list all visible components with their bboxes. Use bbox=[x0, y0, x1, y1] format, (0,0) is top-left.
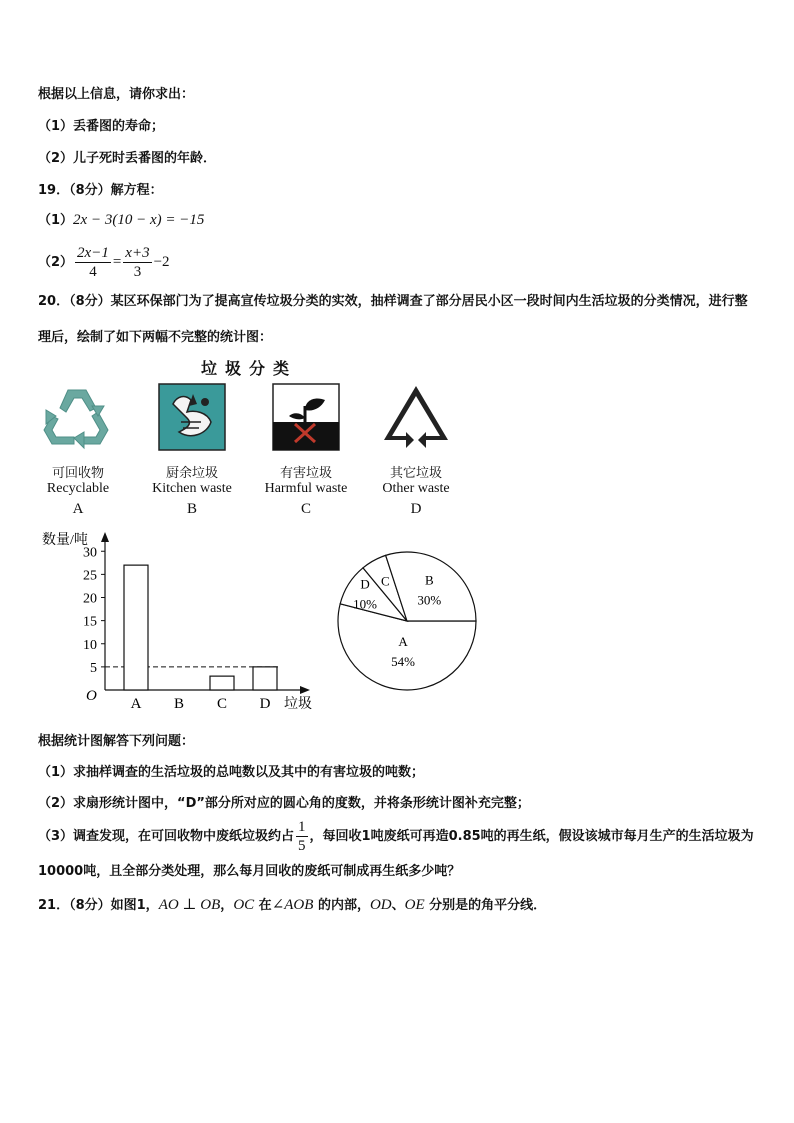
pie-value-b: 30% bbox=[417, 592, 442, 608]
category-d-en: Other waste bbox=[382, 481, 450, 496]
y-tick-label: 5 bbox=[90, 660, 97, 676]
y-tick-label: 25 bbox=[83, 568, 97, 584]
category-c-letter: C bbox=[300, 501, 311, 517]
category-b-letter: B bbox=[186, 501, 197, 517]
other-waste-icon bbox=[376, 382, 456, 452]
problem-19-part-2 bbox=[38, 244, 170, 281]
y-axis-label: 数量/吨 bbox=[42, 533, 88, 548]
bar-d bbox=[253, 667, 277, 690]
problem-21-statement bbox=[38, 894, 546, 914]
y-axis-arrow bbox=[101, 532, 109, 542]
fraction-right-denominator: 3 bbox=[133, 264, 142, 280]
problem-19-title: 19．（8分）解方程： bbox=[38, 183, 163, 198]
bar-chart bbox=[38, 524, 328, 716]
y-tick-label: 10 bbox=[83, 637, 97, 653]
figure-title: 垃圾分类 bbox=[200, 359, 297, 378]
problem-21-sep-1: ， bbox=[220, 898, 234, 913]
category-c bbox=[251, 382, 361, 518]
fraction-denominator: 5 bbox=[298, 838, 306, 854]
bar-c bbox=[210, 676, 234, 690]
harmful-waste-icon bbox=[271, 382, 341, 452]
answer-question-3-pre: （3）调查发现，在可回收物中废纸垃圾约占 bbox=[38, 829, 295, 844]
recycle-icon bbox=[38, 382, 118, 452]
math-oe: OE bbox=[404, 897, 425, 913]
x-axis-arrow bbox=[300, 686, 310, 694]
x-tick-label: B bbox=[173, 696, 185, 712]
kitchen-waste-icon bbox=[157, 382, 227, 452]
problem-20-statement: 20．（8分）某区环保部门为了提高宣传垃圾分类的实效，抽样调查了部分居民小区一段时间内生活垃圾的分类情况，进行整理后，绘制了如下两幅不完整的统计图： bbox=[38, 294, 748, 345]
math-oc: OC bbox=[233, 897, 255, 913]
fraction-numerator: 1 bbox=[298, 819, 306, 835]
math-ao-perp-ob: AO ⊥ OB bbox=[158, 897, 221, 913]
pie-label-a: A bbox=[398, 633, 408, 649]
y-tick-label: 15 bbox=[83, 614, 97, 630]
question-1: （1）丢番图的寿命； bbox=[38, 119, 165, 134]
category-d-letter: D bbox=[410, 501, 422, 517]
category-a-en: Recyclable bbox=[46, 481, 110, 496]
problem-21-post: 分别是的角平分线． bbox=[424, 898, 547, 913]
category-b-en: Kitchen waste bbox=[152, 481, 232, 496]
math-angle-aob: ∠AOB bbox=[271, 897, 314, 913]
category-a-letter: A bbox=[72, 501, 84, 517]
x-tick-label: C bbox=[216, 696, 228, 712]
origin-label: O bbox=[86, 688, 97, 704]
pie-label-d: D bbox=[360, 576, 370, 592]
intro-line: 根据以上信息，请你求出： bbox=[38, 87, 195, 102]
y-tick-label: 20 bbox=[83, 591, 97, 607]
pie-label-c: C bbox=[381, 573, 390, 589]
problem-19-part-1 bbox=[38, 209, 204, 229]
category-c-cn: 有害垃圾 bbox=[279, 466, 332, 481]
bar-a bbox=[124, 565, 148, 690]
pie-chart bbox=[334, 548, 480, 694]
fraction-left bbox=[75, 244, 111, 281]
category-b bbox=[137, 382, 247, 518]
equation-tail: −2 bbox=[153, 254, 170, 270]
problem-21-sep-2: 在 bbox=[254, 898, 272, 913]
answer-question-1: （1）求抽样调查的生活垃圾的总吨数以及其中的有害垃圾的吨数； bbox=[38, 765, 425, 780]
category-b-cn: 厨余垃圾 bbox=[165, 466, 218, 481]
fraction-right-numerator: x+3 bbox=[125, 245, 150, 261]
category-c-en: Harmful waste bbox=[264, 481, 348, 496]
x-tick-label: A bbox=[130, 696, 142, 712]
category-a bbox=[23, 382, 133, 518]
answer-intro: 根据统计图解答下列问题： bbox=[38, 734, 195, 749]
category-d-cn: 其它垃圾 bbox=[389, 466, 442, 481]
answer-question-2: （2）求扇形统计图中，“D”部分所对应的圆心角的度数，并将条形统计图补充完整； bbox=[38, 796, 530, 811]
pie-value-d: 10% bbox=[353, 596, 377, 612]
category-a-cn: 可回收物 bbox=[51, 466, 104, 481]
problem-19-part-2-label: （2） bbox=[38, 255, 74, 270]
answer-question-3 bbox=[38, 818, 754, 889]
problem-21-pre: 21．（8分）如图1， bbox=[38, 898, 159, 913]
category-d bbox=[361, 382, 471, 518]
pie-label-b: B bbox=[424, 572, 434, 588]
fraction-one-fifth bbox=[296, 818, 308, 855]
problem-19-part-1-label: （1） bbox=[38, 213, 74, 228]
question-2: （2）儿子死时丢番图的年龄． bbox=[38, 151, 217, 166]
fraction-right bbox=[123, 244, 151, 281]
y-tick-label: 30 bbox=[83, 545, 97, 561]
pie-value-a: 54% bbox=[391, 653, 416, 669]
problem-19-equation-1: 2x − 3(10 − x) = −15 bbox=[73, 212, 205, 228]
equals-sign: = bbox=[112, 254, 122, 270]
x-tick-label: D bbox=[259, 696, 271, 712]
math-od: OD bbox=[369, 897, 392, 913]
problem-21-sep-3: 的内部， bbox=[313, 898, 370, 913]
fraction-left-denominator: 4 bbox=[89, 264, 97, 280]
answer-question-3-post: ，每回收1吨废纸可再造0.85吨的再生纸，假设该城市每月生产的生活垃圾为10000吨，且全部分类处理，那么每月回收的废纸可制成再生纸多少吨？ bbox=[38, 829, 754, 879]
x-axis-label: 垃圾 bbox=[284, 697, 312, 712]
fraction-left-numerator: 2x−1 bbox=[77, 245, 109, 261]
problem-21-sep-4: 、 bbox=[391, 898, 405, 913]
